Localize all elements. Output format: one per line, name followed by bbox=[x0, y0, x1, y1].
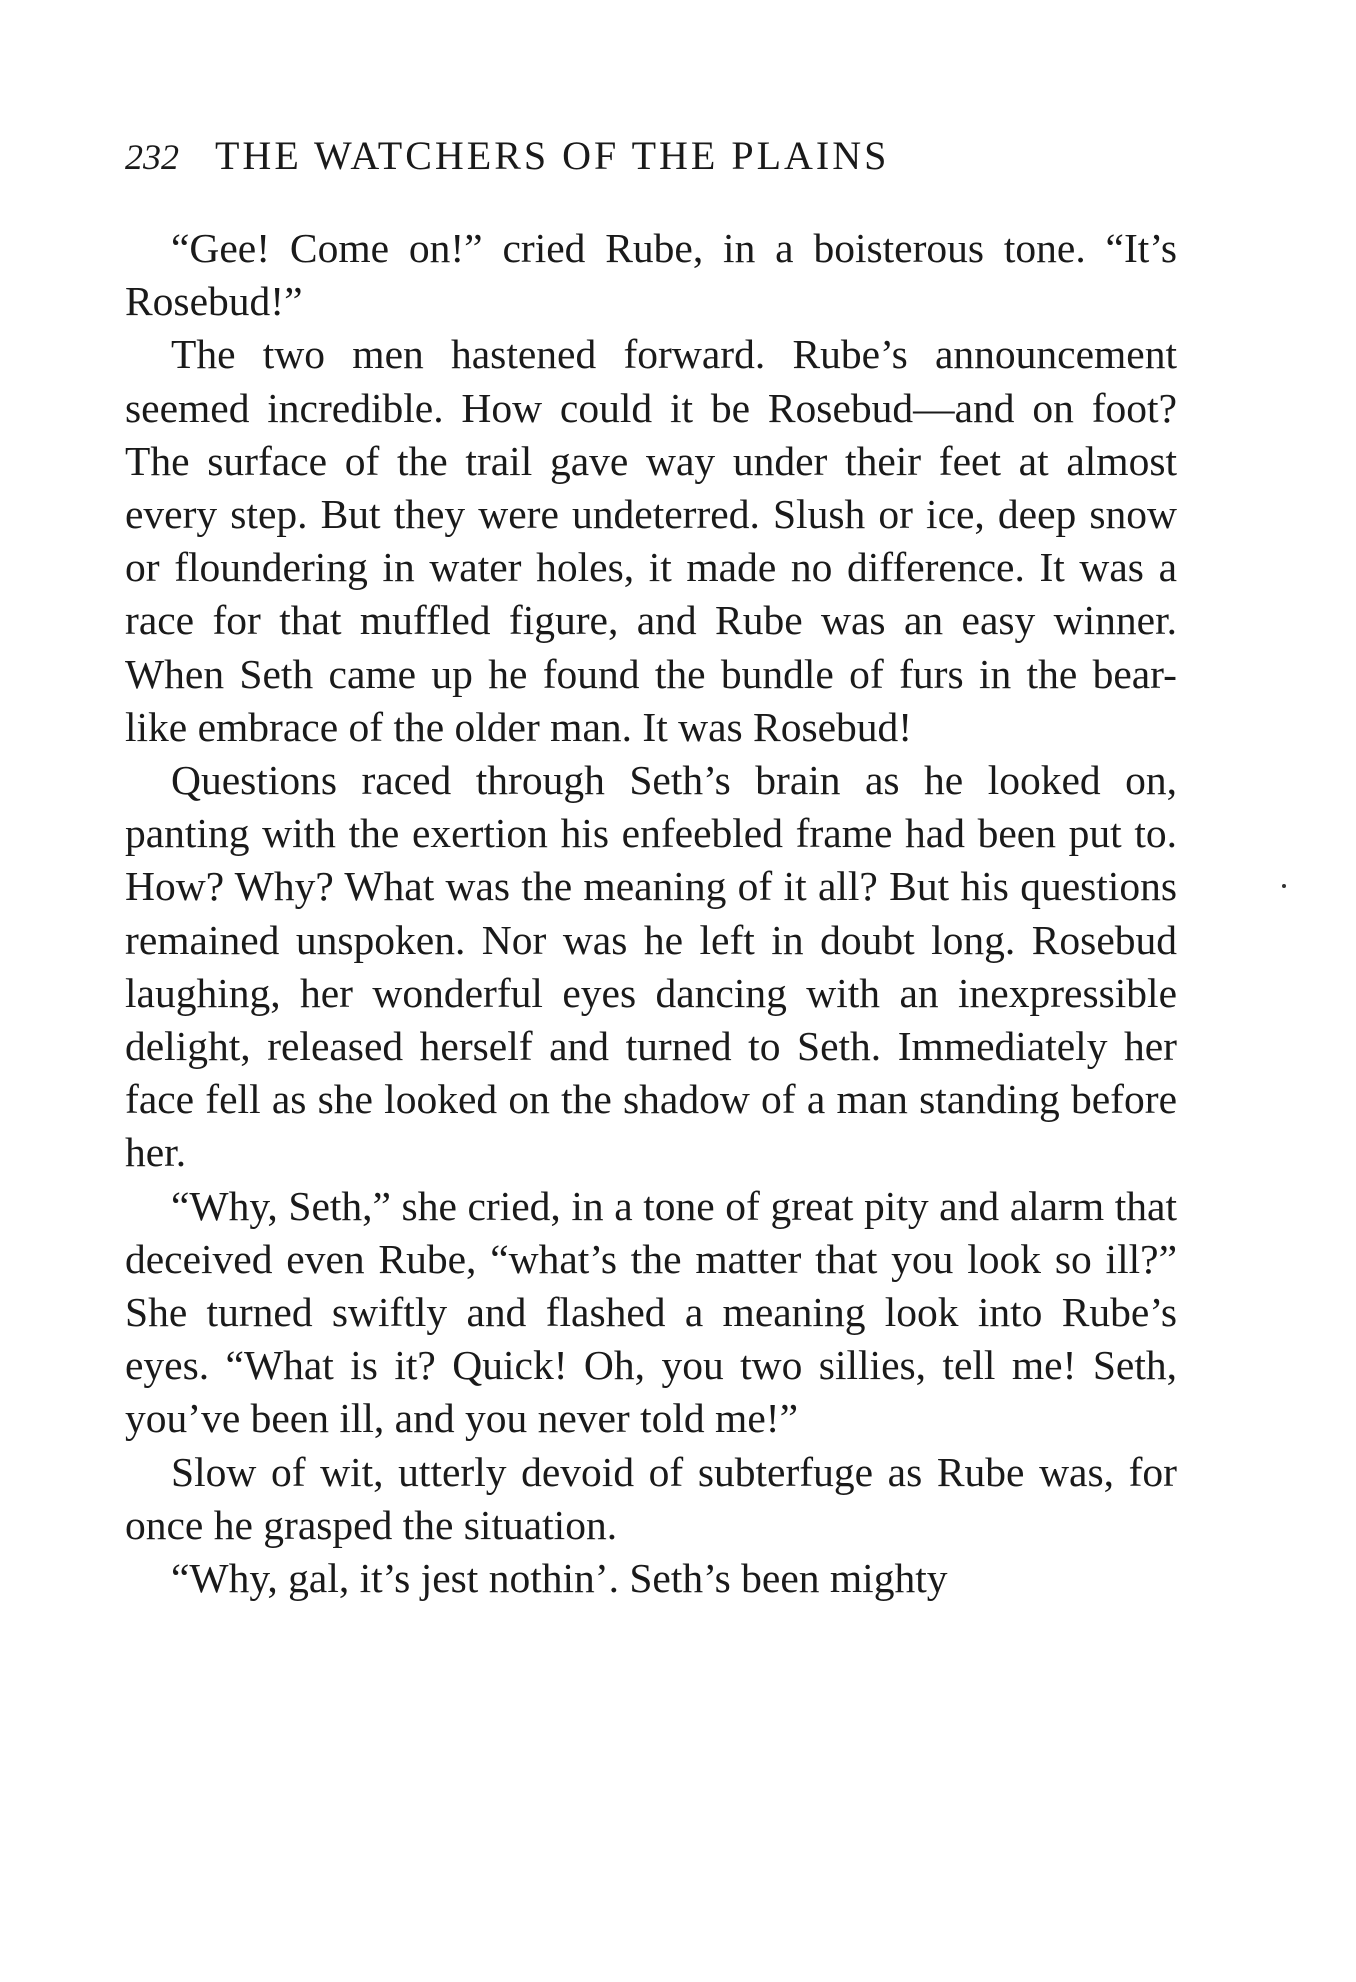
ink-speck bbox=[1282, 884, 1286, 888]
running-title: THE WATCHERS OF THE PLAINS bbox=[215, 133, 890, 178]
paragraph: Slow of wit, utterly devoid of subterfuge as Rube was, for once he grasped the situation. bbox=[125, 1448, 1177, 1548]
paragraph: “Gee! Come on!” cried Rube, in a boisterous tone. “It’s Rosebud!” bbox=[125, 225, 1177, 325]
page-number: 232 bbox=[125, 137, 179, 177]
body-text bbox=[125, 222, 1177, 1605]
running-head bbox=[125, 132, 1185, 192]
paragraph: “Why, Seth,” she cried, in a tone of great pity and alarm that deceived even Rube, “what’s the matter that you look so ill?” She turned swiftly and flashed a meaning look into Rube’s eyes. “What is it? Quick! Oh, you two sillies, tell me! Seth, you’ve been ill, and you never told me!” bbox=[125, 1182, 1177, 1442]
paragraph: Questions raced through Seth’s brain as he looked on, panting with the exertion his enfeebled frame had been put to. How? Why? What was the meaning of it all? But his questions remained unspoken. Nor was he left in doubt long. Rosebud laughing, her wonderful eyes dancing with an inexpressible delight, released herself and turned to Seth. Immediately her face fell as she looked on the shadow of a man standing before her. bbox=[125, 757, 1177, 1176]
paragraph-last: “Why, gal, it’s jest nothin’. Seth’s been mighty bbox=[171, 1555, 948, 1602]
paragraph: The two men hastened forward. Rube’s announcement seemed incredible. How could it be Rosebud—and on foot? The surface of the trail gave way under their feet at almost every step. But they were undeterred. Slush or ice, deep snow or floundering in water holes, it made no difference. It was a race for that muffled figure, and Rube was an easy winner. When Seth came up he found the bundle of furs in the bear-like embrace of the older man. It was Rosebud! bbox=[125, 331, 1177, 750]
